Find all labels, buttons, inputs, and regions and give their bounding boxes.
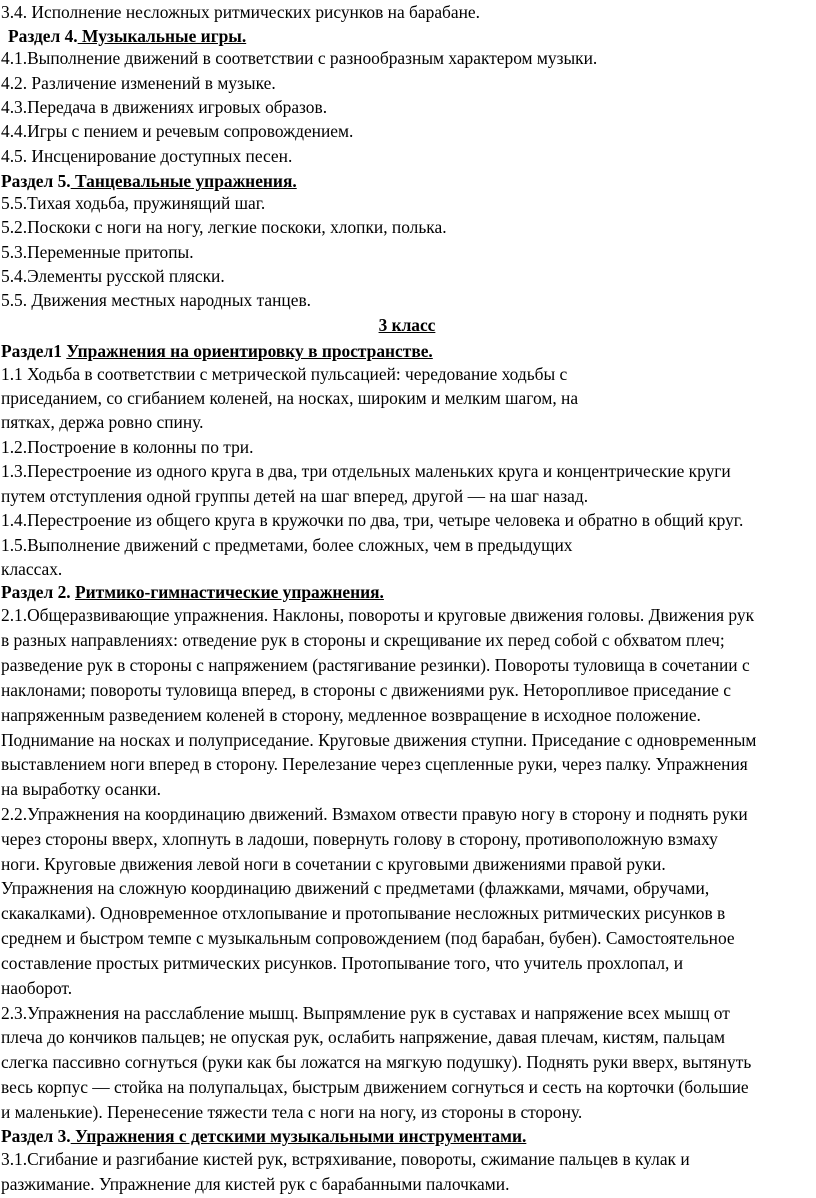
section-3-prefix: Раздел 3. bbox=[1, 1126, 71, 1146]
section-5-prefix: Раздел 5. bbox=[1, 171, 71, 191]
item-2-2-line6: среднем и быстром темпе с музыкальным сопровождением (под барабан, бубен). Самостоятельное bbox=[1, 928, 735, 948]
section-1-heading bbox=[1, 341, 433, 361]
section-2-heading bbox=[1, 582, 384, 602]
item-5-5a: 5.5.Тихая ходьба, пружинящий шаг. bbox=[1, 193, 266, 213]
section-5-title: Танцевальные упражнения. bbox=[70, 171, 297, 191]
grade-heading: 3 класс bbox=[378, 315, 436, 335]
item-1-1-line1: 1.1 Ходьба в соответствии с метрической пульсацией: чередование ходьбы с bbox=[1, 364, 568, 384]
item-3-1-line1: 3.1.Сгибание и разгибание кистей рук, встряхивание, повороты, сжимание пальцев в кулак и bbox=[1, 1149, 690, 1169]
item-5-5: 5.5. Движения местных народных танцев. bbox=[1, 290, 312, 310]
item-5-3: 5.3.Переменные притопы. bbox=[1, 242, 194, 262]
item-1-1-line3: пятках, держа ровно спину. bbox=[1, 412, 204, 432]
item-3-1-line2: разжимание. Упражнение для кистей рук с барабанными палочками. bbox=[1, 1174, 510, 1194]
section-4-heading bbox=[8, 26, 246, 46]
section-3-heading bbox=[1, 1126, 526, 1146]
item-2-2-line1: 2.2.Упражнения на координацию движений. Взмахом отвести правую ногу в сторону и поднять руки bbox=[1, 804, 748, 824]
item-2-2-line7: составление простых ритмических рисунков. Протопывание того, что учитель прохлопал, и bbox=[1, 953, 684, 973]
item-2-1-line6: Поднимание на носках и полуприседание. Круговые движения ступни. Приседание с одновременным bbox=[1, 730, 757, 750]
item-2-1-line5: напряженным разведением коленей в сторону, медленное возвращение в исходное положение. bbox=[1, 705, 701, 725]
item-2-1-line2: в разных направлениях: отведение рук в стороны и скрещивание их перед собой с обхватом плеч; bbox=[1, 630, 725, 650]
item-4-4: 4.4.Игры с пением и речевым сопровождением. bbox=[1, 121, 354, 141]
item-5-4: 5.4.Элементы русской пляски. bbox=[1, 266, 225, 286]
item-4-5: 4.5. Инсценирование доступных песен. bbox=[1, 146, 293, 166]
item-1-5-line1: 1.5.Выполнение движений с предметами, более сложных, чем в предыдущих bbox=[1, 535, 573, 555]
item-2-2-line8: наоборот. bbox=[1, 978, 73, 998]
item-2-3-line5: и маленькие). Перенесение тяжести тела с ноги на ногу, из стороны в сторону. bbox=[1, 1102, 583, 1122]
item-4-1: 4.1.Выполнение движений в соответствии с разнообразным характером музыки. bbox=[1, 48, 598, 68]
section-1-prefix: Раздел1 bbox=[1, 341, 67, 361]
item-2-2-line2: через стороны вверх, хлопнуть в ладоши, повернуть голову в сторону, противоположную взмаху bbox=[1, 829, 718, 849]
item-1-5-line2: классах. bbox=[1, 559, 63, 579]
item-2-3-line2: плеча до кончиков пальцев; не опуская рук, ослабить напряжение, давая плечам, кистям, пальцам bbox=[1, 1027, 725, 1047]
item-5-2: 5.2.Поскоки с ноги на ногу, легкие поскоки, хлопки, полька. bbox=[1, 217, 447, 237]
item-1-3-line1: 1.3.Перестроение из одного круга в два, три отдельных маленьких круга и концентрические круги bbox=[1, 461, 731, 481]
item-3-4: 3.4. Исполнение несложных ритмических рисунков на барабане. bbox=[1, 2, 480, 22]
item-1-1-line2: приседанием, со сгибанием коленей, на носках, широким и мелким шагом, на bbox=[1, 388, 579, 408]
item-2-2-line3: ноги. Круговые движения левой ноги в сочетании с круговыми движениями правой руки. bbox=[1, 854, 666, 874]
item-2-2-line5: скакалками). Одновременное отхлопывание и протопывание несложных ритмических рисунков в bbox=[1, 903, 726, 923]
item-1-3-line2: путем отступления одной группы детей на шаг вперед, другой — на шаг назад. bbox=[1, 486, 589, 506]
item-2-3-line4: весь корпус — стойка на полупальцах, быстрым движением согнуться и сесть на корточки (большие bbox=[1, 1077, 749, 1097]
item-4-3: 4.3.Передача в движениях игровых образов. bbox=[1, 97, 328, 117]
section-4-prefix: Раздел 4. bbox=[8, 26, 78, 46]
section-2-prefix: Раздел 2. bbox=[1, 582, 76, 602]
item-2-3-line1: 2.3.Упражнения на расслабление мышц. Выпрямление рук в суставах и напряжение всех мышц от bbox=[1, 1003, 730, 1023]
item-4-2: 4.2. Различение изменений в музыке. bbox=[1, 73, 276, 93]
item-2-1-line7: выставлением ноги вперед в сторону. Перелезание через сцепленные руки, через палку. Упражнения bbox=[1, 754, 748, 774]
item-2-1-line4: наклонами; повороты туловища вперед, в стороны с движениями рук. Неторопливое приседание с bbox=[1, 680, 731, 700]
item-2-3-line3: слегка пассивно согнуться (руки как бы ложатся на мягкую подушку). Поднять руки вверх, вытянуть bbox=[1, 1052, 752, 1072]
item-2-2-line4: Упражнения на сложную координацию движений с предметами (флажками, мячами, обручами, bbox=[1, 878, 710, 898]
section-1-title: Упражнения на ориентировку в пространстве. bbox=[66, 341, 433, 361]
section-5-heading bbox=[1, 171, 297, 191]
item-2-1-line1: 2.1.Общеразвивающие упражнения. Наклоны, повороты и круговые движения головы. Движения рук bbox=[1, 605, 755, 625]
item-2-1-line8: на выработку осанки. bbox=[1, 779, 162, 799]
item-1-2: 1.2.Построение в колонны по три. bbox=[1, 437, 254, 457]
section-3-title: Упражнения с детскими музыкальными инструментами. bbox=[70, 1126, 527, 1146]
section-2-title: Ритмико-гимнастические упражнения. bbox=[75, 582, 384, 602]
item-2-1-line3: разведение рук в стороны с напряжением (растягивание резинки). Повороты туловища в сочетании с bbox=[1, 655, 750, 675]
section-4-title: Музыкальные игры. bbox=[77, 26, 247, 46]
item-1-4: 1.4.Перестроение из общего круга в кружочки по два, три, четыре человека и обратно в общий круг. bbox=[1, 510, 744, 530]
